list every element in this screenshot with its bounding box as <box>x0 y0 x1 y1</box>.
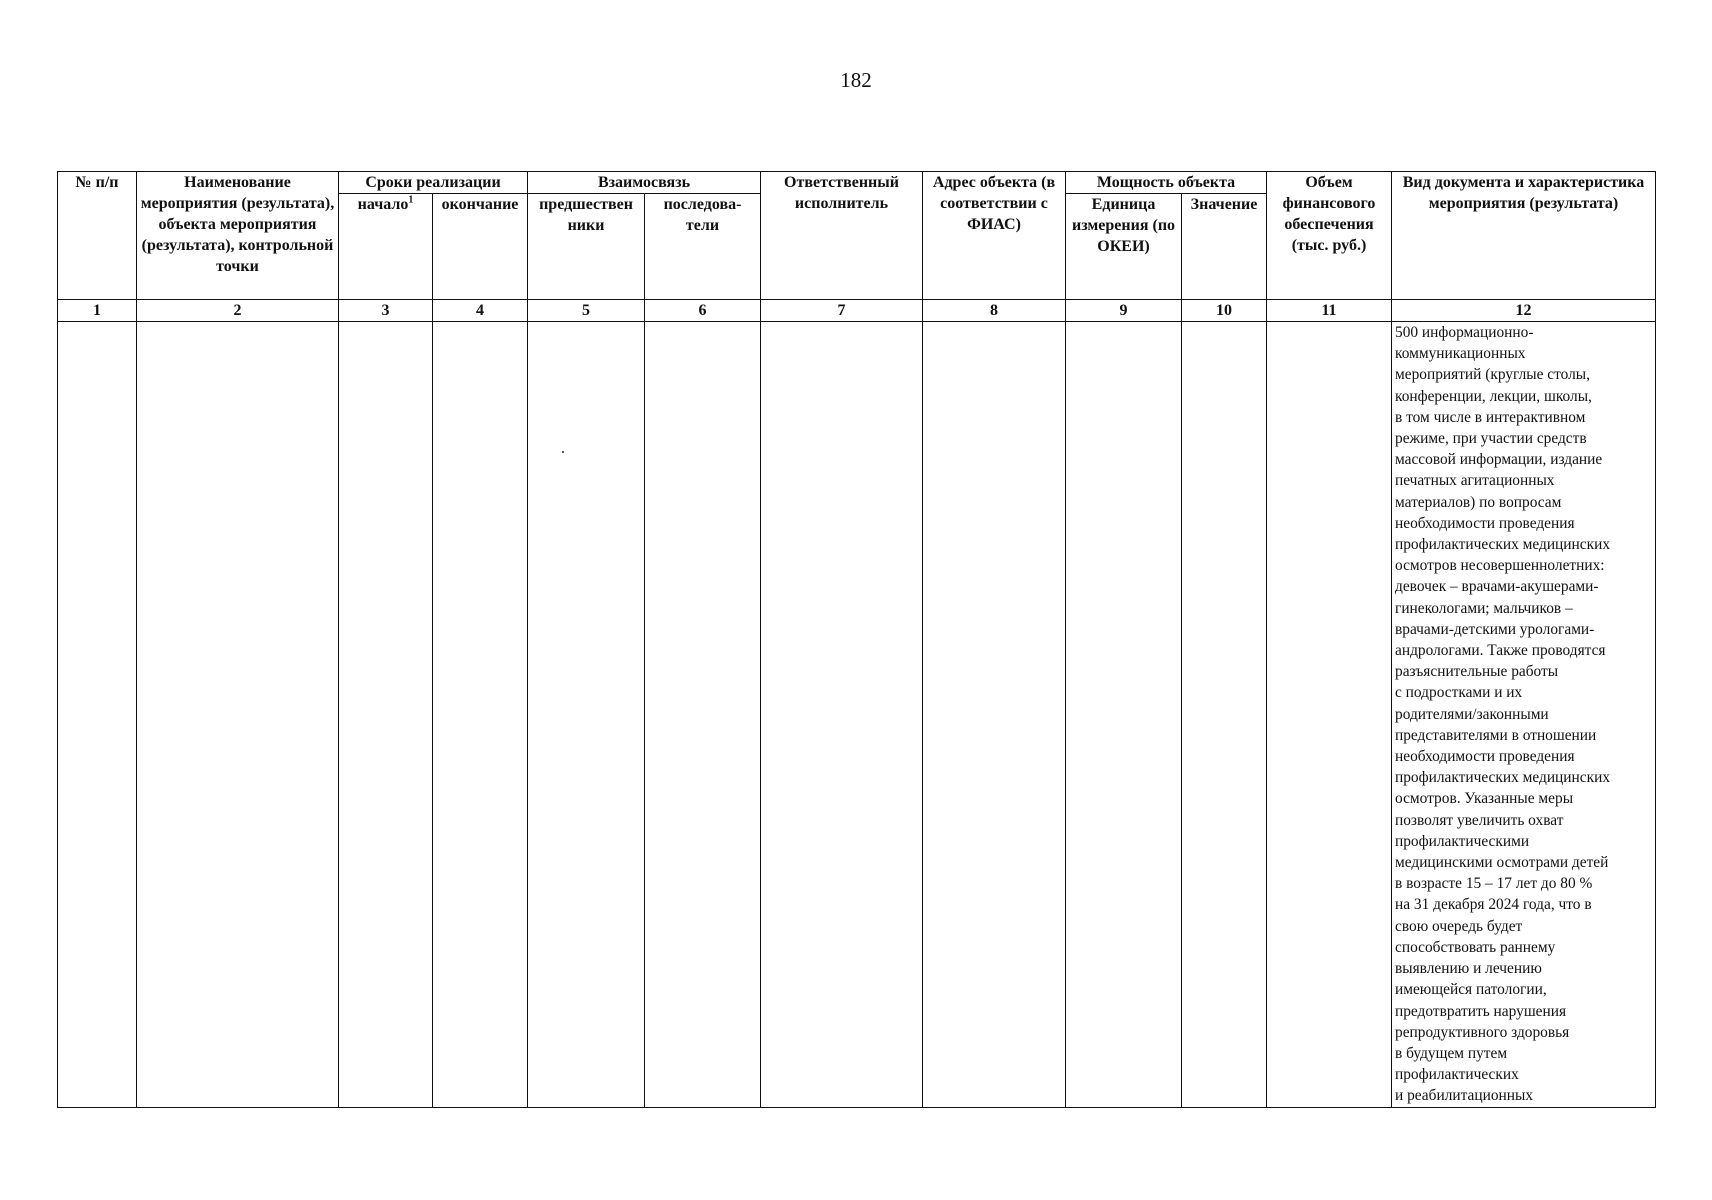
cell-activity-name <box>137 322 339 1108</box>
description-line: в том числе в интерактивном <box>1395 408 1586 426</box>
description-line: врачами-детскими урологами- <box>1395 620 1595 638</box>
description-line: необходимости проведения <box>1395 748 1575 766</box>
header-start-label: начало <box>357 196 409 213</box>
column-number: 5 <box>528 300 645 322</box>
description-line: с подростками и их <box>1395 684 1523 702</box>
cell-row-number <box>58 322 137 1108</box>
description-line: профилактических <box>1395 1066 1519 1084</box>
description-line: режиме, при участии средств <box>1395 430 1587 448</box>
cell-end <box>433 322 528 1108</box>
cell-unit <box>1066 322 1182 1108</box>
cell-successors <box>645 322 761 1108</box>
cell-value <box>1182 322 1267 1108</box>
column-number-row <box>58 300 1656 322</box>
header-funding: Объем финансового обеспечения (тыс. руб.) <box>1267 172 1392 300</box>
cell-start <box>339 322 433 1108</box>
description-line: конференции, лекции, школы, <box>1395 387 1592 405</box>
header-value: Значение <box>1182 194 1267 300</box>
header-doc-type: Вид документа и характеристика мероприятия (результата) <box>1392 172 1656 300</box>
description-line: осмотров несовершеннолетних: <box>1395 557 1605 575</box>
description-line: профилактических медицинских <box>1395 536 1611 554</box>
description-line: в будущем путем <box>1395 1044 1508 1062</box>
column-number: 7 <box>761 300 923 322</box>
activity-plan-table <box>57 171 1656 1108</box>
description-line: коммуникационных <box>1395 345 1526 363</box>
description-line: девочек – врачами-акушерами- <box>1395 578 1599 596</box>
description-line: способствовать раннему <box>1395 938 1556 956</box>
column-number: 6 <box>645 300 761 322</box>
column-number: 8 <box>923 300 1066 322</box>
description-line: материалов) по вопросам <box>1395 493 1562 511</box>
description-line: на 31 декабря 2024 года, что в <box>1395 896 1592 914</box>
cell-address <box>923 322 1066 1108</box>
description-line: 500 информационно- <box>1395 324 1534 341</box>
header-predecessors: предшествен ники <box>528 194 645 300</box>
description-line: выявлению и лечению <box>1395 960 1542 978</box>
column-number: 2 <box>137 300 339 322</box>
header-activity-name: Наименование мероприятия (результата), объекта мероприятия (результата), контрольной точки <box>137 172 339 300</box>
description-line: андрологами. Также проводятся <box>1395 642 1606 660</box>
description-line: медицинскими осмотрами детей <box>1395 854 1609 872</box>
header-start-footnote: 1 <box>408 194 414 206</box>
description-line: представителями в отношении <box>1395 726 1597 744</box>
header-unit: Единица измерения (по ОКЕИ) <box>1066 194 1182 300</box>
column-number: 12 <box>1392 300 1656 322</box>
column-number: 10 <box>1182 300 1267 322</box>
cell-responsible <box>761 322 923 1108</box>
header-deadlines: Сроки реализации <box>339 172 528 194</box>
header-capacity: Мощность объекта <box>1066 172 1267 194</box>
header-responsible: Ответственный исполнитель <box>761 172 923 300</box>
column-number: 11 <box>1267 300 1392 322</box>
description-line: предотвратить нарушения <box>1395 1002 1567 1020</box>
column-number: 3 <box>339 300 433 322</box>
table-row <box>58 322 1656 1108</box>
description-line: и реабилитационных <box>1395 1087 1534 1105</box>
description-line: гинекологами; мальчиков – <box>1395 599 1573 617</box>
description-line: свою очередь будет <box>1395 917 1523 935</box>
header-address: Адрес объекта (в соответствии с ФИАС) <box>923 172 1066 300</box>
header-end: окончание <box>433 194 528 300</box>
description-line: в возрасте 15 – 17 лет до 80 % <box>1395 875 1593 893</box>
description-line: имеющейся патологии, <box>1395 981 1547 999</box>
description-line: родителями/законными <box>1395 705 1549 723</box>
description-line: профилактическими <box>1395 832 1530 850</box>
description-line: печатных агитационных <box>1395 472 1555 490</box>
scan-speck <box>562 451 564 453</box>
description-line: осмотров. Указанные меры <box>1395 790 1574 808</box>
header-row-number: № п/п <box>58 172 137 300</box>
column-number: 4 <box>433 300 528 322</box>
cell-doc-description <box>1392 322 1656 1108</box>
header-row-top <box>58 172 1656 194</box>
description-line: мероприятий (круглые столы, <box>1395 366 1590 384</box>
column-number: 9 <box>1066 300 1182 322</box>
description-line: репродуктивного здоровья <box>1395 1023 1570 1041</box>
description-line: профилактических медицинских <box>1395 769 1611 787</box>
page-number: 182 <box>840 68 872 92</box>
header-start <box>339 194 433 300</box>
column-number: 1 <box>58 300 137 322</box>
description-line: необходимости проведения <box>1395 514 1575 532</box>
description-line: массовой информации, издание <box>1395 451 1603 469</box>
header-successors: последова- тели <box>645 194 761 300</box>
header-relation: Взаимосвязь <box>528 172 761 194</box>
cell-funding <box>1267 322 1392 1108</box>
cell-predecessors <box>528 322 645 1108</box>
description-line: позволят увеличить охват <box>1395 811 1564 829</box>
description-line: разъяснительные работы <box>1395 663 1559 681</box>
